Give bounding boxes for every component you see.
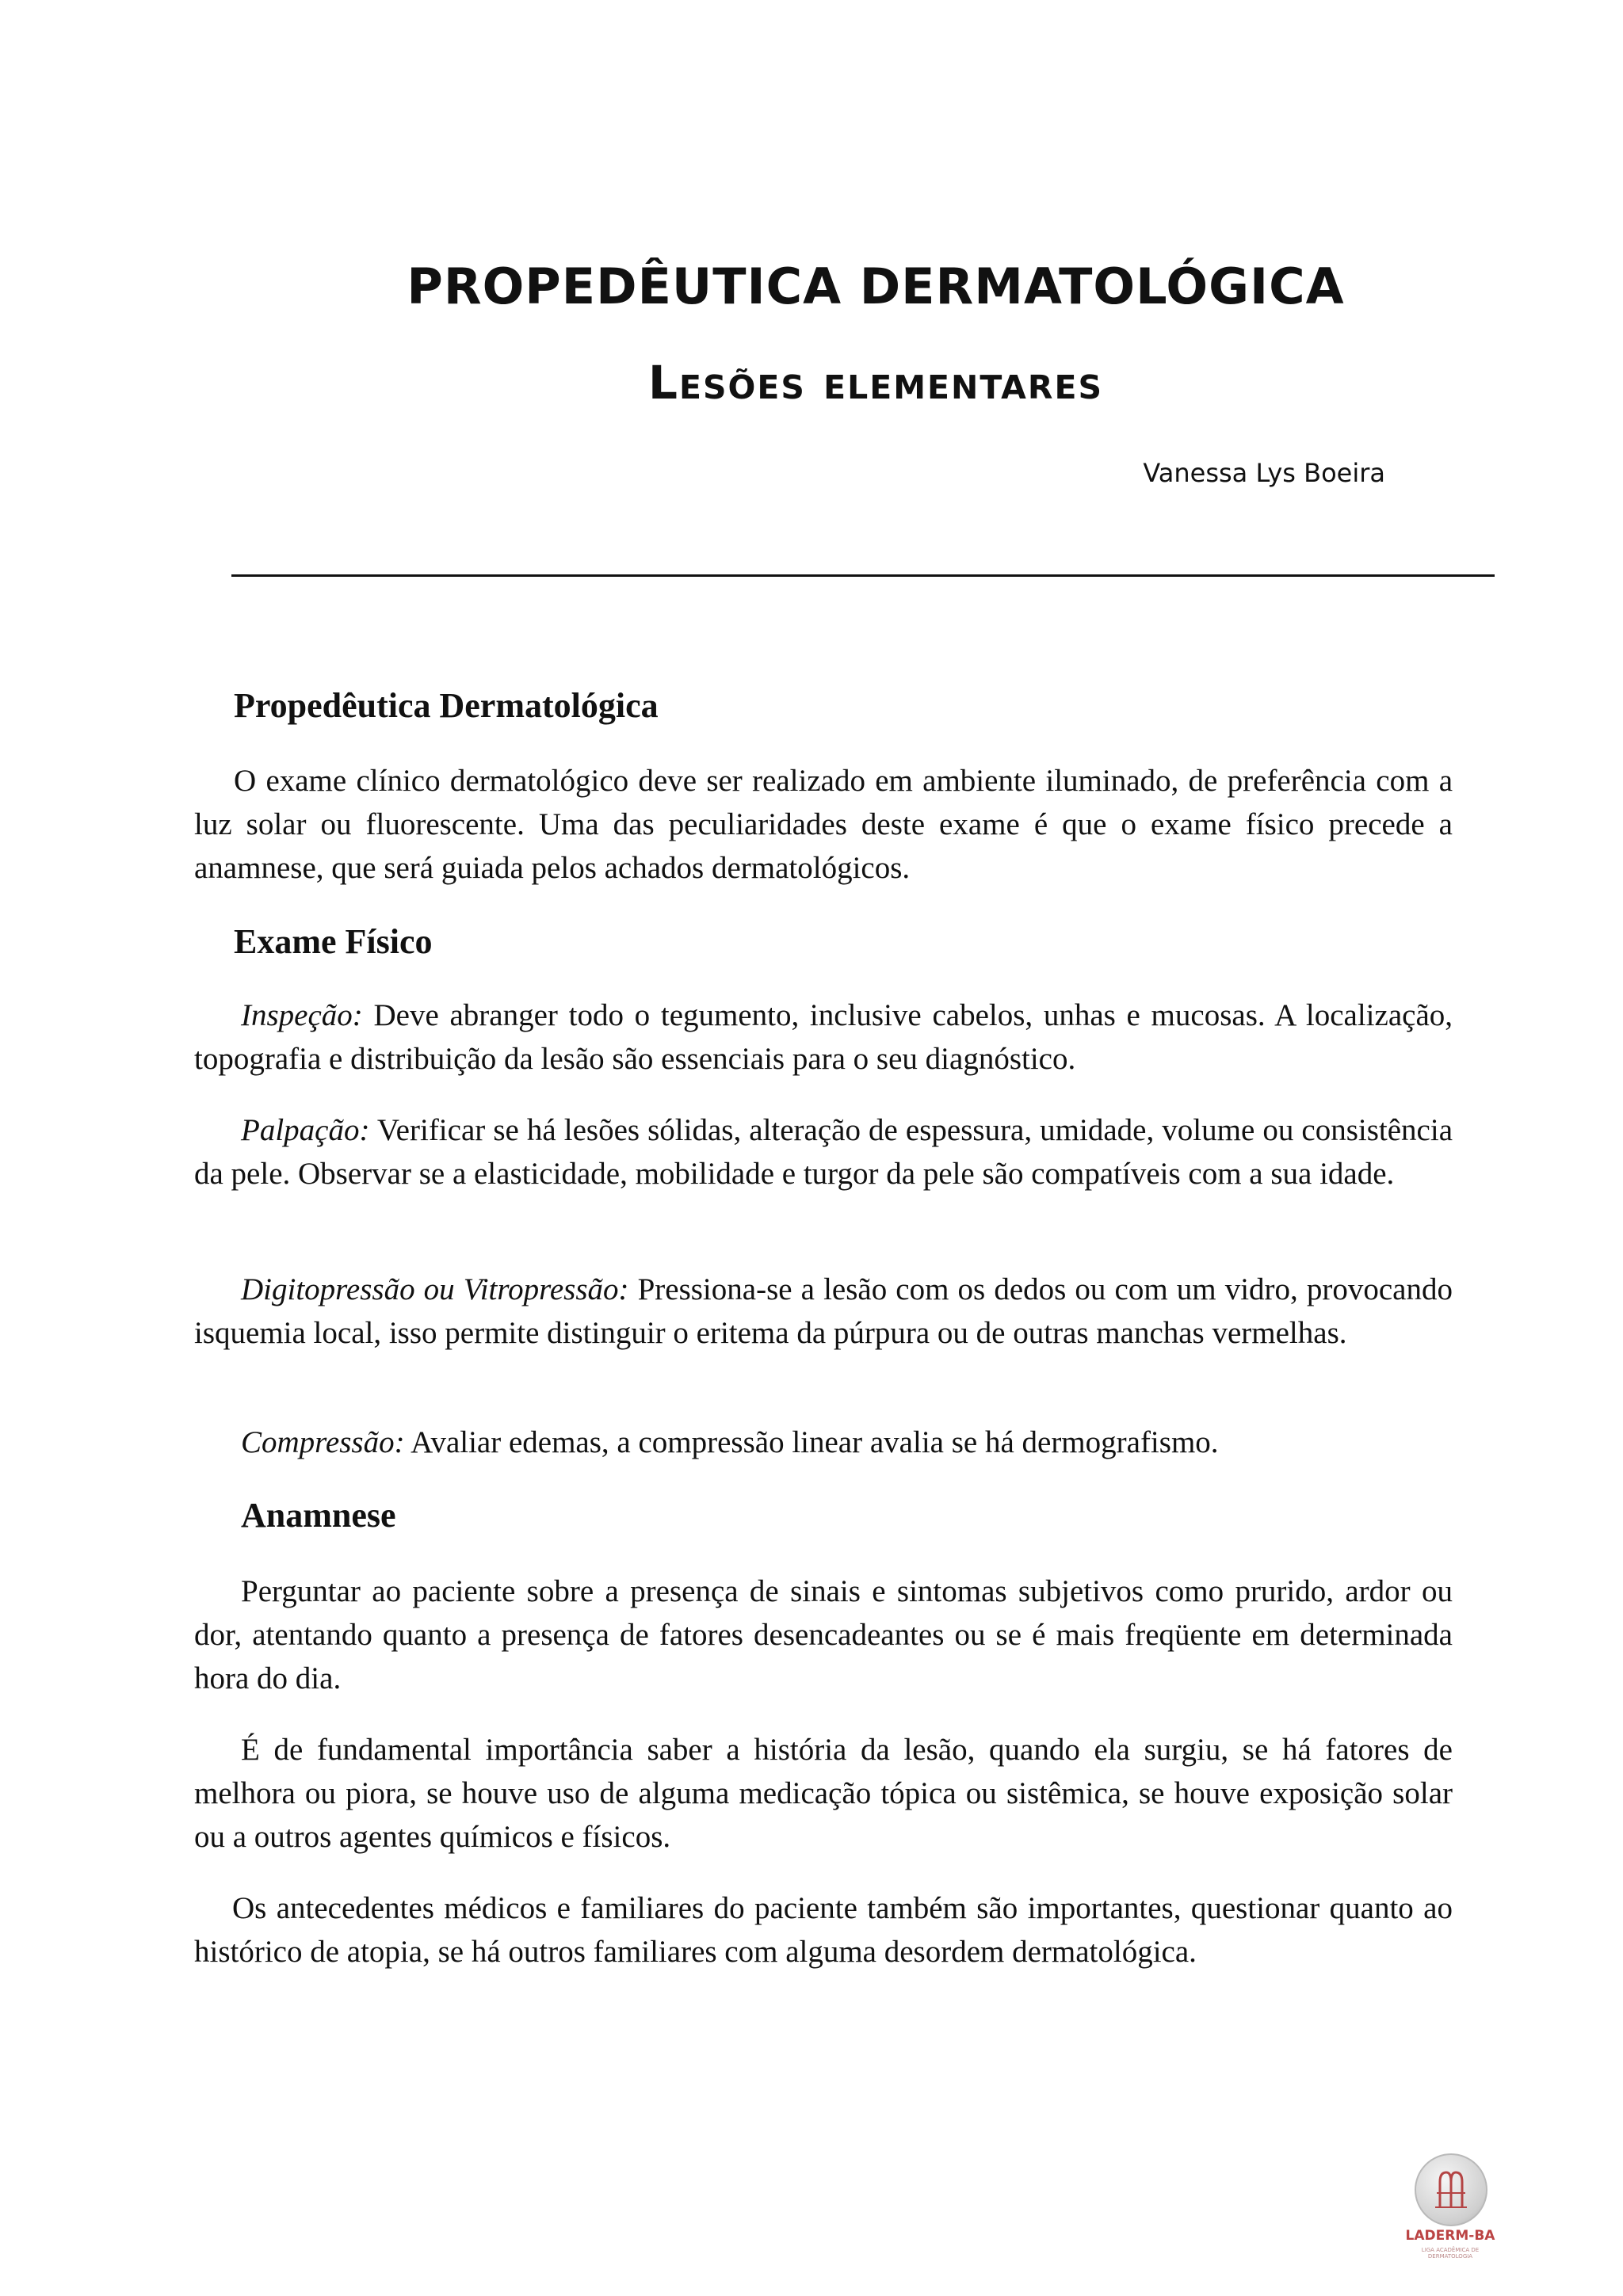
paragraph-anamnese-2: É de fundamental importância saber a história da lesão, quando ela surgiu, se há fatores de melhora ou piora, se houve uso de alguma medicação tópica ou sistêmica, se houve exposição solar ou a outros agentes químicos e físicos. [194, 1733, 1453, 1854]
term-digitopressao: Digitopressão ou Vitropressão: [241, 1272, 629, 1306]
section-heading-anamnese: Anamnese [241, 1496, 396, 1535]
document-subtitle: Lesões elementares [648, 356, 1103, 410]
paragraph-anamnese-1: Perguntar ao paciente sobre a presença de sinais e sintomas subjetivos como prurido, ardor ou dor, atentando quanto a presença de fatores desencadeantes ou se é mais freqüente em determinada hora do dia. [194, 1574, 1453, 1695]
laderm-logo-icon [1415, 2153, 1487, 2226]
header-divider [231, 574, 1495, 577]
logo-subtitle: LIGA ACADÊMICA DE DERMATOLOGIA [1421, 2247, 1480, 2260]
text-digitopressao: Pressiona-se a lesão com os dedos ou com um vidro, provocando isquemia local, isso permite distinguir o eritema da púrpura ou de outras manchas vermelhas. [194, 1272, 1453, 1350]
section-heading-propedeutica: Propedêutica Dermatológica [234, 686, 659, 725]
text-palpacao: Verificar se há lesões sólidas, alteração de espessura, umidade, volume ou consistência da pele. Observar se a elasticidade, mobilidade e turgor da pele são compatíveis com a sua idade. [194, 1113, 1453, 1191]
paragraph-compressao [194, 1421, 1453, 1464]
paragraph-propedeutica: O exame clínico dermatológico deve ser realizado em ambiente iluminado, de preferência com a luz solar ou fluorescente. Uma das peculiaridades deste exame é que o exame físico precede a anamnese, que será guiada pelos achados dermatológicos. [194, 764, 1453, 885]
paragraph-inspecao [194, 994, 1453, 1081]
text-compressao: Avaliar edemas, a compressão linear avalia se há dermografismo. [411, 1425, 1219, 1459]
paragraph-palpacao [194, 1108, 1453, 1196]
paragraph-anamnese-3: Os antecedentes médicos e familiares do paciente também são importantes, questionar quanto ao histórico de atopia, se há outros familiares com alguma desordem dermatológica. [194, 1891, 1453, 1969]
laderm-logo [1399, 2153, 1502, 2272]
logo-name: LADERM-BA [1405, 2228, 1495, 2244]
term-compressao: Compressão: [241, 1425, 405, 1459]
section-heading-exame-fisico: Exame Físico [234, 922, 433, 961]
term-palpacao: Palpação: [241, 1113, 370, 1147]
paragraph-digitopressao [194, 1268, 1453, 1355]
term-inspecao: Inspeção: [241, 998, 363, 1032]
document-title: PROPEDÊUTICA DERMATOLÓGICA [407, 257, 1345, 315]
author-name: Vanessa Lys Boeira [1143, 458, 1385, 488]
text-inspecao: Deve abranger todo o tegumento, inclusive cabelos, unhas e mucosas. A localização, topografia e distribuição da lesão são essenciais para o seu diagnóstico. [194, 998, 1453, 1076]
